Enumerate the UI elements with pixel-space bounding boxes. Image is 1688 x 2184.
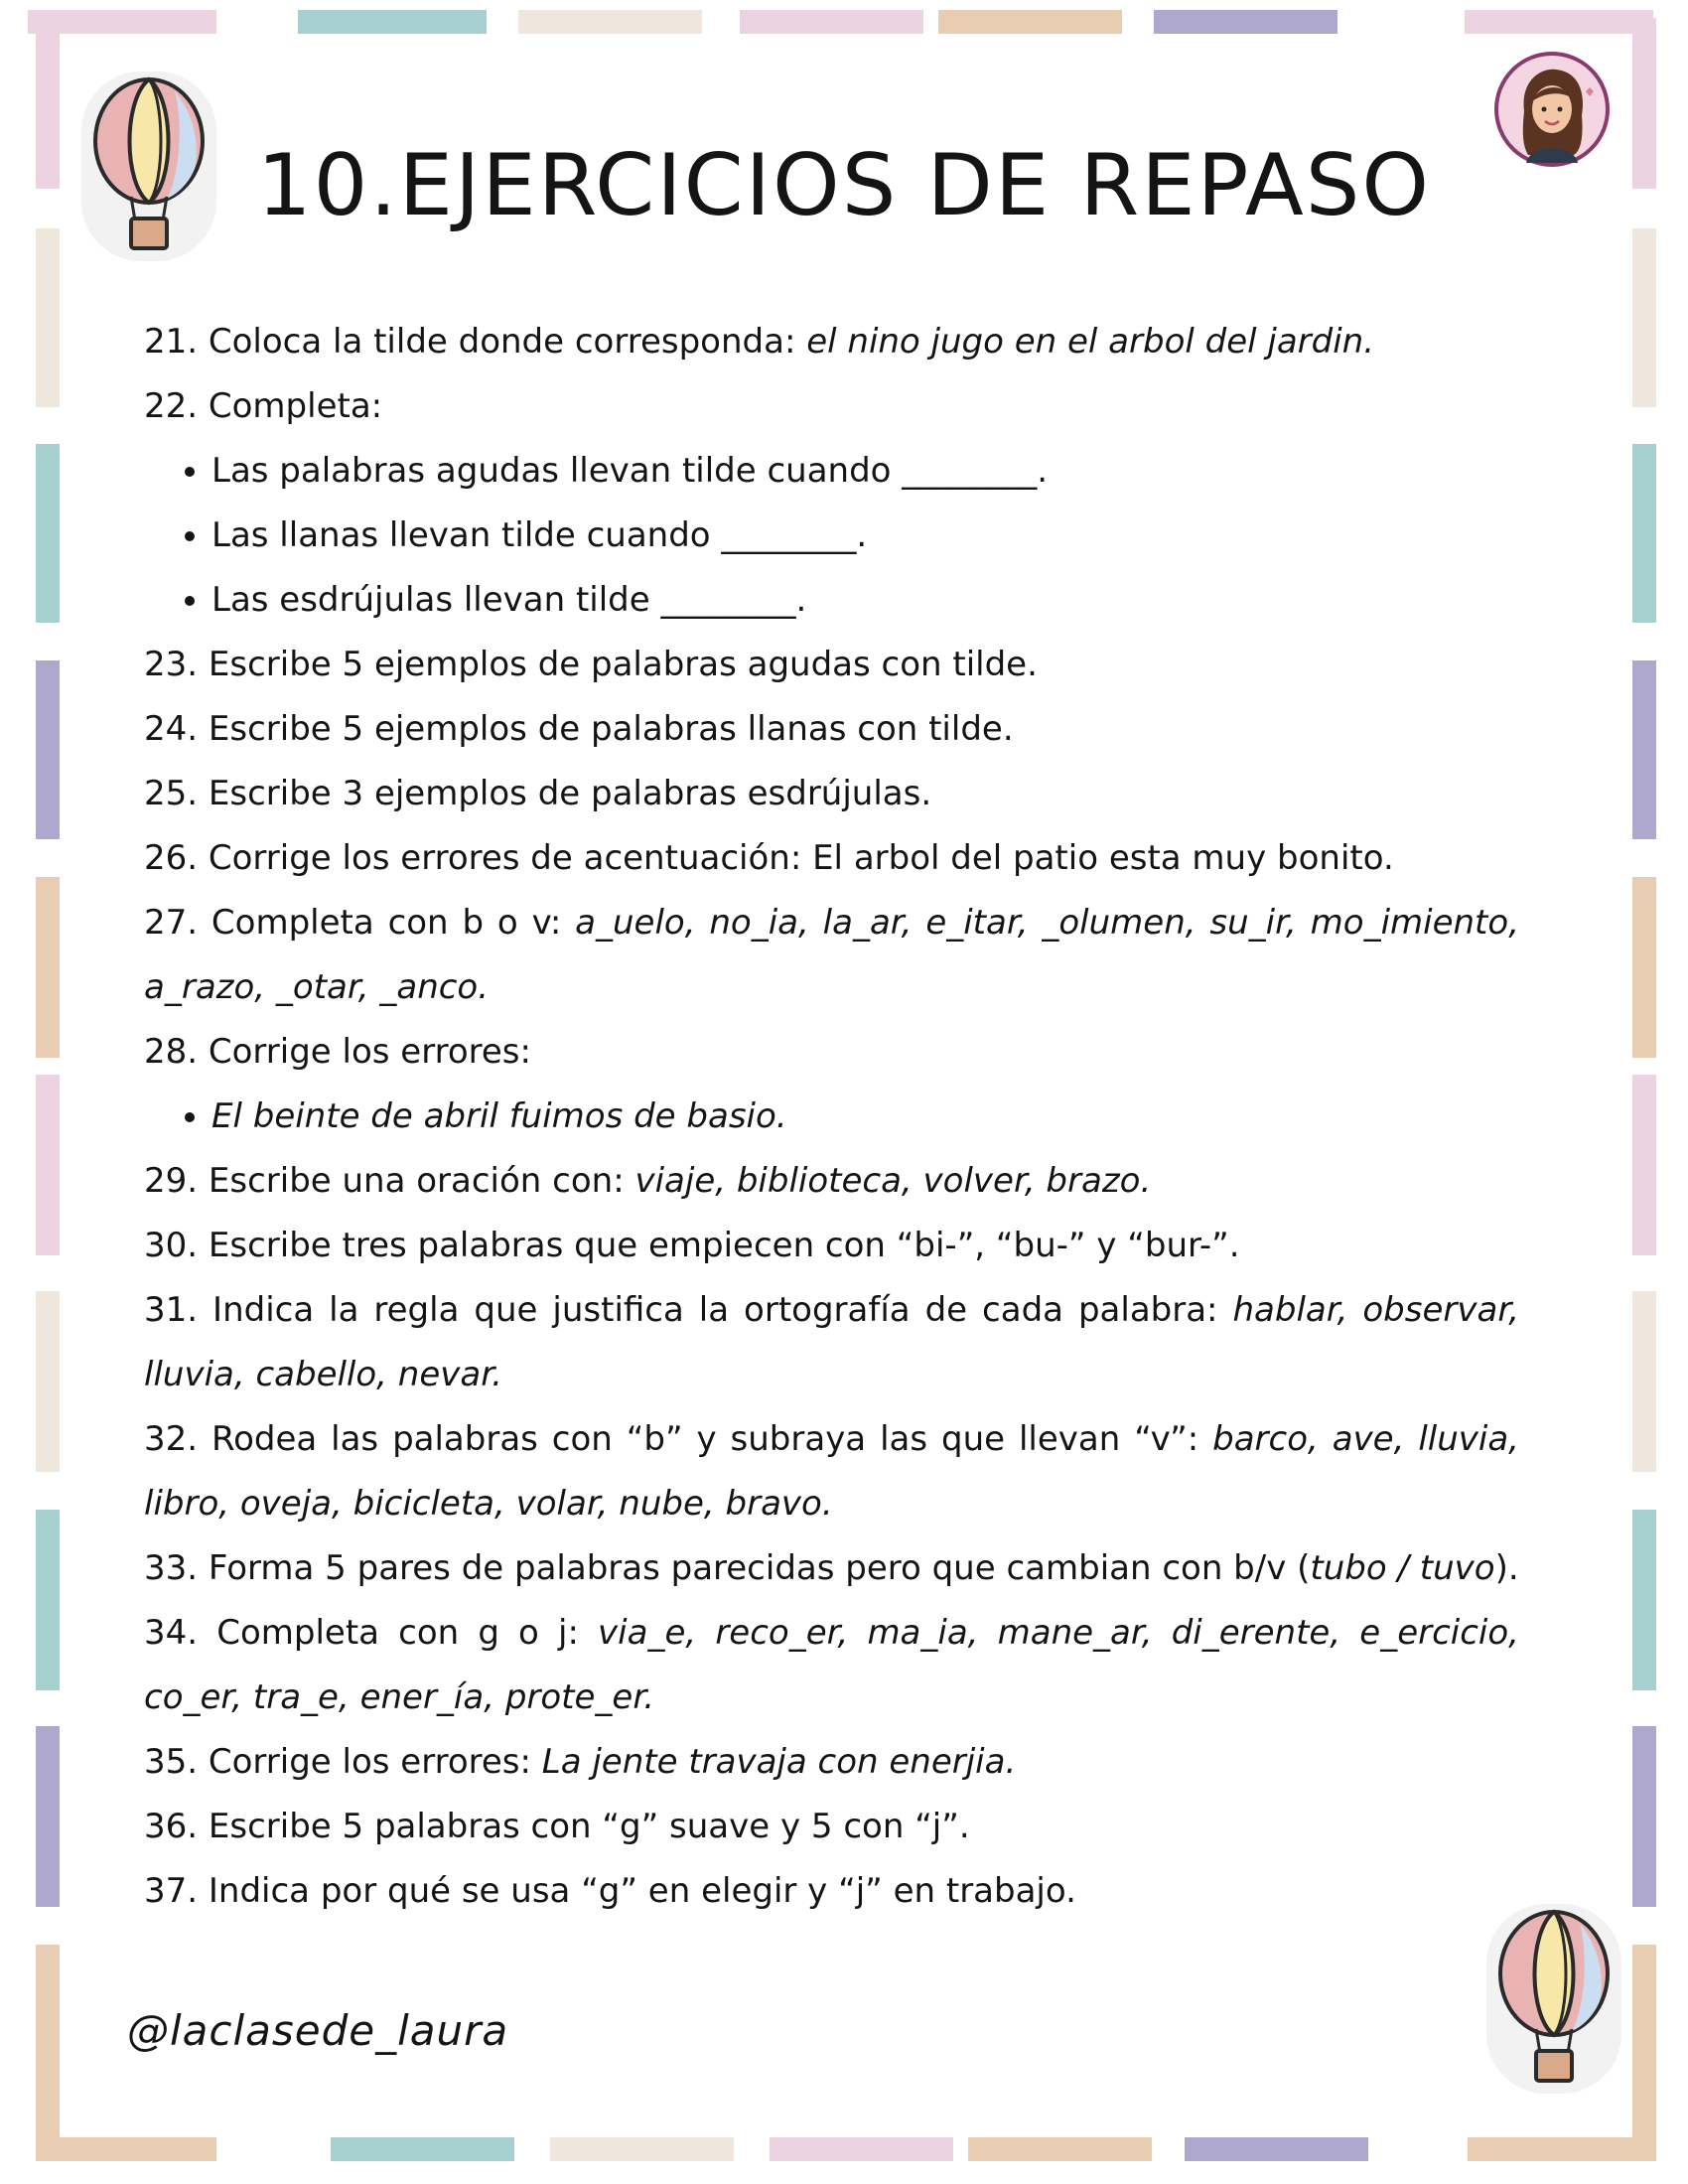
exercise-28: 28. Corrige los errores: — [144, 1032, 531, 1072]
border-segment — [331, 2137, 514, 2161]
border-segment — [298, 10, 487, 34]
exercise-35: 35. Corrige los errores: La jente travaja con enerjia. — [144, 1742, 1017, 1782]
border-segment — [740, 10, 923, 34]
exercise-37: 37. Indica por qué se usa “g” en elegir y “j” en trabajo. — [144, 1871, 1076, 1911]
border-segment — [938, 10, 1122, 34]
border-segment — [770, 2137, 953, 2161]
border-segment — [36, 877, 60, 1058]
exercise-22: 22. Completa: — [144, 386, 383, 426]
border-segment — [1632, 877, 1656, 1058]
border-segment — [36, 2137, 216, 2161]
border-segment — [1632, 1291, 1656, 1472]
exercise-33: 33. Forma 5 pares de palabras parecidas pero que cambian con b/v (tubo / tuvo). — [144, 1548, 1519, 1588]
exercise-28-bullets — [144, 1085, 1519, 1149]
list-item: • Las esdrújulas llevan tilde ________. — [211, 568, 1519, 633]
border-segment — [1468, 2137, 1656, 2161]
exercise-30: 30. Escribe tres palabras que empiecen con “bi-”, “bu-” y “bur-”. — [144, 1226, 1240, 1265]
exercise-25: 25. Escribe 3 ejemplos de palabras esdrújulas. — [144, 774, 932, 813]
exercise-36: 36. Escribe 5 palabras con “g” suave y 5 con “j”. — [144, 1807, 970, 1846]
border-segment — [1465, 10, 1653, 34]
list-item: • El beinte de abril fuimos de basio. — [211, 1085, 1519, 1149]
border-segment — [1632, 228, 1656, 407]
border-segment — [36, 1510, 60, 1690]
border-segment — [1632, 444, 1656, 623]
border-segment — [1632, 1945, 1656, 2161]
exercise-29: 29. Escribe una oración con: viaje, biblioteca, volver, brazo. — [144, 1161, 1152, 1201]
exercise-34: 34. Completa con g o j: via_e, reco_er, ma_ia, mane_ar, di_erente, e_ercicio, co_er, tra_e, ener_ía, prote_er. — [144, 1613, 1519, 1717]
exercise-22-bullets — [144, 439, 1519, 633]
border-segment — [968, 2137, 1152, 2161]
border-segment — [36, 444, 60, 623]
border-segment — [550, 2137, 734, 2161]
page-title: 10.EJERCICIOS DE REPASO — [256, 136, 1432, 235]
border-segment — [1632, 18, 1656, 189]
avatar — [1494, 52, 1610, 167]
exercise-23: 23. Escribe 5 ejemplos de palabras agudas con tilde. — [144, 645, 1038, 684]
border-segment — [1632, 660, 1656, 839]
border-segment — [1632, 1075, 1656, 1255]
border-segment — [36, 1075, 60, 1255]
hot-air-balloon-icon — [1484, 1902, 1623, 2096]
border-segment — [36, 18, 60, 189]
border-segment — [36, 1291, 60, 1472]
border-segment — [1632, 1726, 1656, 1907]
exercise-list — [144, 310, 1519, 1924]
border-segment — [518, 10, 702, 34]
border-segment — [36, 228, 60, 407]
hot-air-balloon-icon — [79, 70, 218, 263]
author-handle: @laclasede_laura — [127, 2006, 509, 2055]
border-segment — [36, 1726, 60, 1907]
list-item: • Las palabras agudas llevan tilde cuando ________. — [211, 439, 1519, 504]
exercise-31: 31. Indica la regla que justifica la ortografía de cada palabra: hablar, observar, lluvia, cabello, nevar. — [144, 1290, 1519, 1394]
border-segment — [36, 1945, 60, 2161]
border-segment — [1185, 2137, 1368, 2161]
exercise-27: 27. Completa con b o v: a_uelo, no_ia, la_ar, e_itar, _olumen, su_ir, mo_imiento, a_razo, _otar, _anco. — [144, 903, 1519, 1007]
exercise-21: 21. Coloca la tilde donde corresponda: el nino jugo en el arbol del jardin. — [144, 322, 1375, 362]
list-item: • Las llanas llevan tilde cuando ________. — [211, 504, 1519, 568]
border-segment — [1632, 1510, 1656, 1690]
border-segment — [36, 660, 60, 839]
exercise-24: 24. Escribe 5 ejemplos de palabras llanas con tilde. — [144, 709, 1014, 749]
exercise-32: 32. Rodea las palabras con “b” y subraya las que llevan “v”: barco, ave, lluvia, libro, oveja, bicicleta, volar, nube, bravo. — [144, 1419, 1519, 1524]
exercise-26: 26. Corrige los errores de acentuación: El arbol del patio esta muy bonito. — [144, 838, 1394, 878]
border-segment — [1154, 10, 1337, 34]
